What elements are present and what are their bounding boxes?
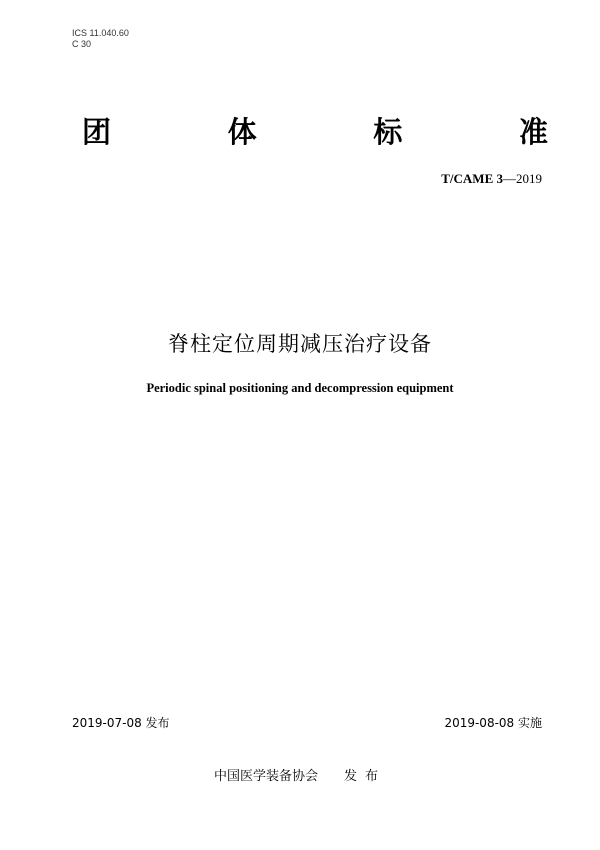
top-divider [72,194,544,195]
standard-type-char: 团 [82,115,112,149]
standard-type-char: 标 [373,115,403,149]
publisher-action: 发布 [344,769,387,784]
title-chinese: 脊柱定位周期减压治疗设备 [168,332,432,356]
standard-number-prefix: T/CAME 3 [441,171,503,186]
publisher-line [0,765,600,784]
classification-codes [72,28,129,50]
standard-number [441,171,542,187]
ccs-code: C 30 [72,39,92,49]
bottom-divider [72,700,544,701]
standard-type-heading [82,112,548,152]
title-english: Periodic spinal positioning and decompression equipment [146,381,454,395]
ics-code: ICS 11.040.60 [72,28,129,38]
standard-type-char: 准 [518,115,548,149]
standard-number-separator: — [503,171,516,186]
implementation-date: 2019-08-08 实施 [444,716,542,730]
issue-date: 2019-07-08 发布 [72,716,170,730]
publisher-name: 中国医学装备协会 [213,769,318,784]
standard-type-char: 体 [227,115,257,149]
standard-number-year: 2019 [516,171,542,186]
